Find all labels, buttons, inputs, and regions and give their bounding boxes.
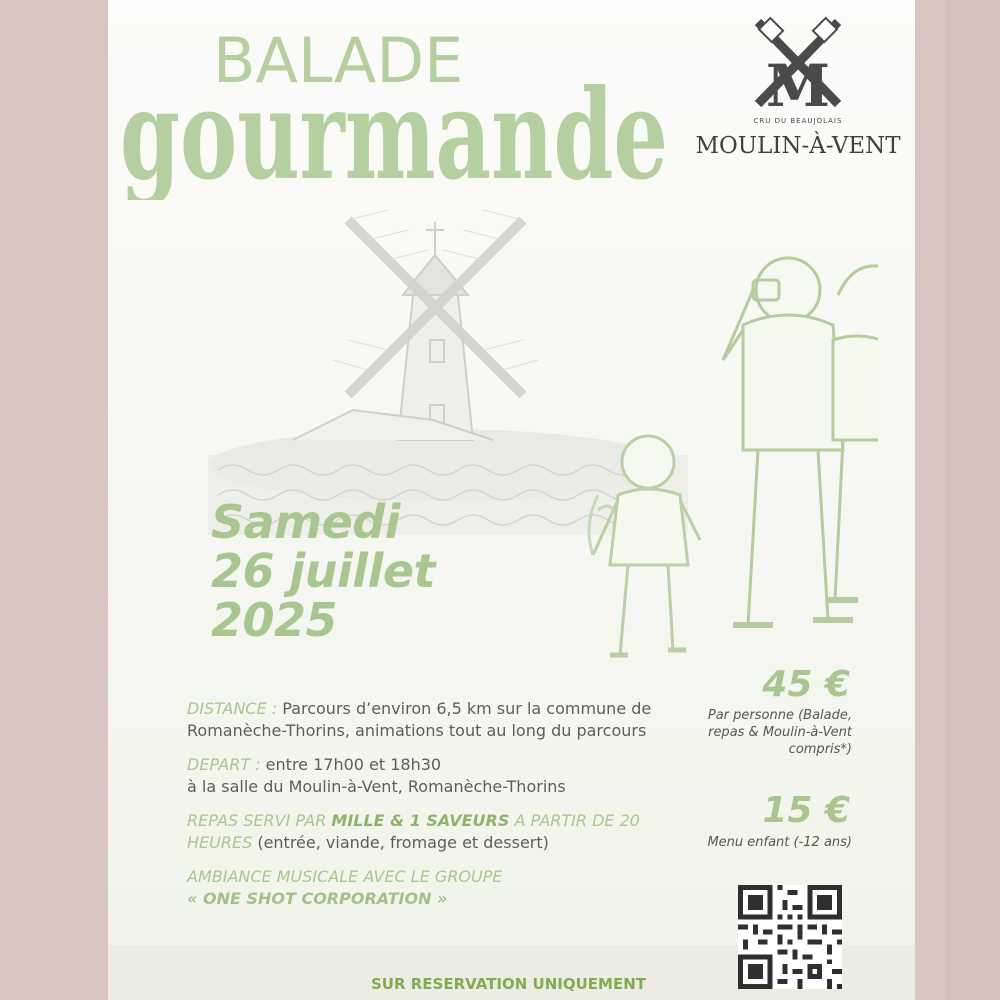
ambiance-band: « ONE SHOT CORPORATION » <box>187 889 448 908</box>
event-title <box>118 0 678 200</box>
price-adult: 45 € <box>762 664 850 705</box>
date-day: Samedi <box>211 495 400 549</box>
repas-suffix: A PARTIR DE 20 HEURES <box>187 811 640 852</box>
depart-location: à la salle du Moulin-à-Vent, Romanèche-Thorins <box>187 777 566 796</box>
logo-name: MOULIN-À-VENT <box>695 133 902 159</box>
price-child-note: Menu enfant (-12 ans) <box>707 835 852 850</box>
ambiance-paragraph <box>187 866 697 910</box>
date-year: 2025 <box>211 593 338 647</box>
depart-label: DEPART : <box>187 755 261 774</box>
ambiance-line: AMBIANCE MUSICALE AVEC LE GROUPE <box>187 867 503 886</box>
logo-tagline: CRU DU BEAUJOLAIS <box>753 117 843 125</box>
moulin-a-vent-logo <box>690 12 910 162</box>
date-day-month: 26 juillet <box>211 544 436 598</box>
event-date <box>211 495 436 647</box>
depart-time: entre 17h00 et 18h30 <box>260 755 442 774</box>
repas-paragraph <box>187 810 697 854</box>
price-adult-note: Par personne (Balade, repas & Moulin-à-Vent compris*) <box>707 708 852 757</box>
repas-prefix: REPAS SERVI PAR <box>187 811 332 830</box>
reservation-notice: SUR RESERVATION UNIQUEMENT <box>371 975 646 993</box>
logo-monogram: M <box>765 52 831 120</box>
title-top: BALADE <box>213 24 464 97</box>
repas-caterer: MILLE & 1 SAVEURS <box>331 811 510 830</box>
depart-paragraph <box>187 754 697 798</box>
distance-label: DISTANCE : <box>187 699 278 718</box>
event-info <box>187 698 697 922</box>
event-poster <box>108 0 915 1000</box>
windmill-monogram-icon <box>758 18 838 120</box>
background-right-strip <box>945 0 1000 1000</box>
title-bottom: gourmande <box>120 63 668 200</box>
qr-code-icon[interactable] <box>738 885 842 989</box>
woman-sketch <box>828 266 878 605</box>
repas-details: (entrée, viande, fromage et dessert) <box>252 833 549 852</box>
distance-paragraph <box>187 698 697 742</box>
price-child: 15 € <box>762 790 850 831</box>
windmill-sketch <box>293 210 538 440</box>
distance-text: Parcours d’environ 6,5 km sur la commune de Romanèche-Thorins, animations tout au long du parcours <box>187 699 652 740</box>
